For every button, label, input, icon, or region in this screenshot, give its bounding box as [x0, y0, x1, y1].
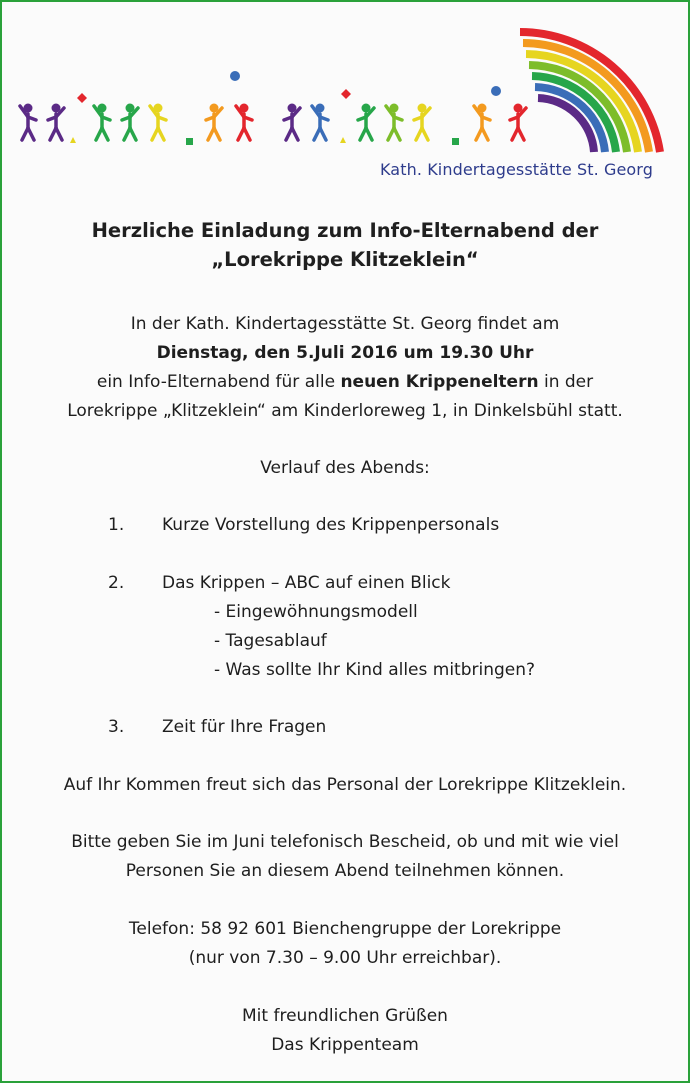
child-figure-icon — [312, 104, 328, 141]
child-figure-icon — [20, 104, 36, 141]
agenda-subitem: - Tagesablauf — [214, 631, 327, 651]
closing-line-3: Personen Sie an diesem Abend teilnehmen können. — [125, 861, 565, 881]
intro-line-3-start: ein Info-Elternabend für alle — [96, 372, 341, 392]
phone-hours: (nur von 7.30 – 9.00 Uhr erreichbar). — [188, 948, 502, 968]
child-figure-icon — [284, 104, 300, 141]
child-figure-icon — [474, 104, 490, 141]
intro-line-3-end: in der — [538, 372, 594, 392]
child-figure-icon — [386, 104, 402, 141]
child-figure-icon — [358, 104, 374, 141]
child-figure-icon — [510, 104, 526, 141]
signature: Das Krippenteam — [271, 1035, 419, 1055]
rainbow-icon — [520, 32, 660, 152]
intro-line-1: In der Kath. Kindertagesstätte St. Georg findet am — [130, 314, 560, 334]
diamond-icon — [341, 89, 351, 99]
agenda-heading: Verlauf des Abends: — [260, 458, 430, 478]
triangle-icon — [70, 137, 76, 143]
diamond-icon — [77, 93, 87, 103]
child-figure-icon — [48, 104, 64, 141]
children-figures — [20, 71, 526, 145]
square-icon — [452, 138, 459, 145]
title-line-2: „Lorekrippe Klitzeklein“ — [211, 248, 479, 271]
event-date: Dienstag, den 5.Juli 2016 um 19.30 Uhr — [156, 343, 534, 363]
agenda-subitem: - Was sollte Ihr Kind alles mitbringen? — [214, 660, 536, 680]
agenda-item-3-text: Zeit für Ihre Fragen — [162, 717, 327, 737]
square-icon — [186, 138, 193, 145]
closing-line-2: Bitte geben Sie im Juni telefonisch Bescheid, ob und mit wie viel — [71, 832, 619, 852]
agenda-item-1-text: Kurze Vorstellung des Krippenpersonals — [162, 515, 500, 535]
organization-name: Kath. Kindertagesstätte St. Georg — [380, 160, 653, 179]
child-figure-icon — [150, 104, 166, 141]
intro-line-3 — [2, 368, 688, 397]
ball-icon — [230, 71, 240, 81]
phone-number: Telefon: 58 92 601 Bienchengruppe der Lorekrippe — [128, 919, 562, 939]
page-title — [2, 216, 688, 274]
intro-paragraph — [2, 310, 688, 426]
agenda-item-2-number: 2. — [108, 573, 125, 593]
ball-icon — [491, 86, 501, 96]
child-figure-icon — [122, 104, 138, 141]
greeting: Mit freundlichen Grüßen — [242, 1006, 448, 1026]
triangle-icon — [340, 137, 346, 143]
child-figure-icon — [236, 104, 252, 141]
child-figure-icon — [414, 104, 430, 141]
intro-line-4: Lorekrippe „Klitzeklein“ am Kinderloreweg 1, in Dinkelsbühl statt. — [67, 401, 623, 421]
agenda-item-3-number: 3. — [108, 717, 125, 737]
header — [2, 2, 688, 192]
agenda-item-1-number: 1. — [108, 515, 125, 535]
agenda-subitem: - Eingewöhnungsmodell — [214, 602, 418, 622]
child-figure-icon — [94, 104, 110, 141]
title-line-1: Herzliche Einladung zum Info-Elternabend der — [91, 219, 599, 242]
agenda-item-2-text: Das Krippen – ABC auf einen Blick — [162, 573, 451, 593]
closing-line-1: Auf Ihr Kommen freut sich das Personal der Lorekrippe Klitzeklein. — [63, 775, 627, 795]
child-figure-icon — [206, 104, 222, 141]
target-audience: neuen Krippeneltern — [340, 372, 539, 392]
